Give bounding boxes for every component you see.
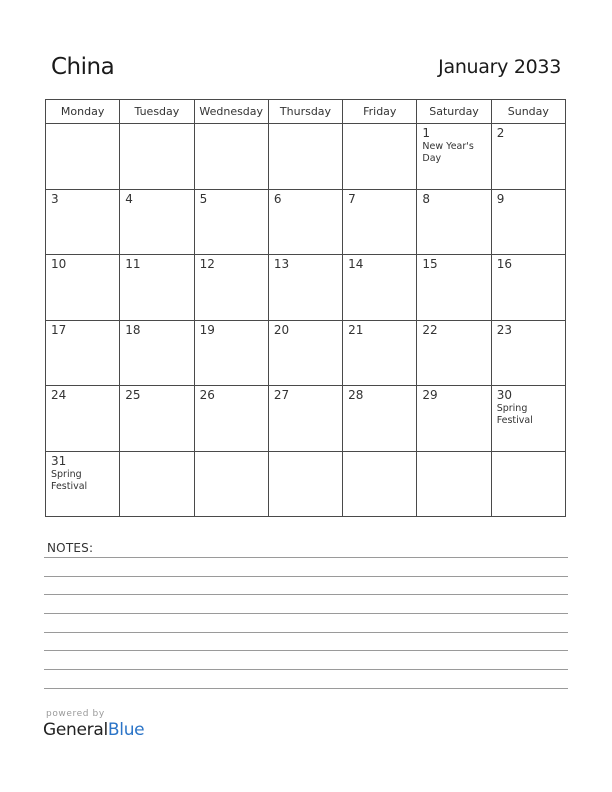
calendar-day-cell (120, 189, 194, 255)
calendar-day-cell (194, 386, 268, 452)
day-number: 28 (348, 388, 364, 402)
day-number: 4 (125, 191, 133, 206)
calendar-week-row (46, 255, 566, 321)
calendar-day-cell (120, 124, 194, 190)
calendar-day-cell (46, 386, 120, 452)
notes-label: NOTES: (47, 541, 94, 555)
day-number: 31 (51, 453, 67, 468)
day-number: 18 (125, 322, 141, 337)
calendar-day-cell (120, 255, 194, 321)
calendar-day-cell (417, 451, 491, 517)
day-number: 25 (125, 388, 141, 402)
note-line (44, 688, 568, 689)
day-number: 16 (496, 257, 512, 271)
weekday-header: Thursday (268, 100, 342, 124)
day-number: 13 (273, 257, 290, 271)
calendar-day-cell (268, 255, 342, 321)
day-number: 9 (496, 191, 505, 206)
day-number: 19 (199, 322, 215, 337)
day-number: 21 (348, 322, 364, 337)
calendar-day-cell (417, 189, 491, 255)
brand-general-text: General (43, 720, 108, 740)
calendar-day-cell (268, 386, 342, 452)
calendar-day-cell (194, 124, 268, 190)
day-number: 27 (273, 388, 290, 402)
calendar-day-cell (343, 189, 417, 255)
calendar-day-cell (194, 255, 268, 321)
calendar-day-cell (343, 386, 417, 452)
day-number: 1 (422, 126, 431, 140)
note-line (44, 594, 568, 595)
holiday-label: Spring Festival (496, 403, 533, 426)
calendar-body (46, 124, 566, 517)
calendar-grid (45, 99, 566, 517)
calendar-day-cell (46, 451, 120, 517)
calendar-day-cell (120, 386, 194, 452)
weekday-header: Friday (343, 100, 417, 124)
calendar-day-cell (491, 189, 565, 255)
day-number: 10 (51, 257, 67, 271)
note-line (44, 632, 568, 633)
day-number: 2 (496, 126, 505, 140)
calendar-week-row (46, 320, 566, 386)
day-number: 6 (273, 191, 282, 206)
day-number: 23 (496, 322, 512, 337)
calendar-day-cell (417, 124, 491, 190)
calendar-day-cell (417, 255, 491, 321)
calendar-day-cell (194, 451, 268, 517)
calendar-week-row (46, 124, 566, 190)
note-line (44, 669, 568, 670)
day-number: 5 (199, 191, 208, 206)
powered-by-text: powered by (46, 709, 105, 719)
calendar-day-cell (491, 451, 565, 517)
holiday-label: Spring Festival (51, 468, 88, 492)
weekday-header: Monday (46, 100, 120, 124)
day-number: 7 (348, 191, 356, 206)
note-line (44, 576, 568, 577)
day-number: 22 (422, 322, 438, 337)
calendar-day-cell (268, 189, 342, 255)
day-number: 29 (422, 388, 438, 402)
calendar-day-cell (343, 451, 417, 517)
day-number: 17 (51, 322, 67, 337)
calendar-day-cell (491, 255, 565, 321)
note-line (44, 557, 568, 558)
calendar-day-cell (194, 320, 268, 386)
calendar-week-row (46, 386, 566, 452)
calendar-day-cell (343, 320, 417, 386)
note-line (44, 613, 568, 614)
day-number: 26 (199, 388, 215, 402)
calendar-day-cell (268, 451, 342, 517)
generalblue-logo[interactable] (43, 720, 144, 740)
day-number: 24 (51, 388, 67, 402)
day-number: 8 (422, 191, 431, 206)
calendar-week-row (46, 451, 566, 517)
day-number: 15 (422, 257, 438, 271)
calendar-day-cell (268, 124, 342, 190)
calendar-day-cell (46, 320, 120, 386)
calendar-month-year: January 2033 (438, 56, 561, 78)
calendar-day-cell (417, 386, 491, 452)
day-number: 12 (199, 257, 215, 271)
calendar-day-cell (268, 320, 342, 386)
holiday-label: New Year's Day (422, 141, 474, 164)
calendar-day-cell (46, 189, 120, 255)
calendar-day-cell (343, 124, 417, 190)
day-number: 3 (51, 191, 59, 206)
day-number: 11 (125, 257, 141, 271)
calendar-day-cell (120, 320, 194, 386)
calendar-day-cell (343, 255, 417, 321)
calendar-day-cell (491, 124, 565, 190)
day-number: 14 (348, 257, 364, 271)
weekday-header: Wednesday (194, 100, 268, 124)
calendar-day-cell (46, 255, 120, 321)
weekday-header: Tuesday (120, 100, 194, 124)
calendar-day-cell (120, 451, 194, 517)
weekday-header-row (46, 100, 566, 124)
weekday-header: Sunday (491, 100, 565, 124)
calendar-day-cell (194, 189, 268, 255)
note-line (44, 650, 568, 651)
calendar-week-row (46, 189, 566, 255)
day-number: 20 (273, 322, 290, 337)
weekday-header: Saturday (417, 100, 491, 124)
day-number: 30 (496, 388, 512, 402)
brand-blue-text: Blue (107, 720, 145, 740)
calendar-day-cell (491, 386, 565, 452)
calendar-day-cell (491, 320, 565, 386)
calendar-country-title: China (51, 54, 115, 80)
calendar-day-cell (417, 320, 491, 386)
calendar-day-cell (46, 124, 120, 190)
